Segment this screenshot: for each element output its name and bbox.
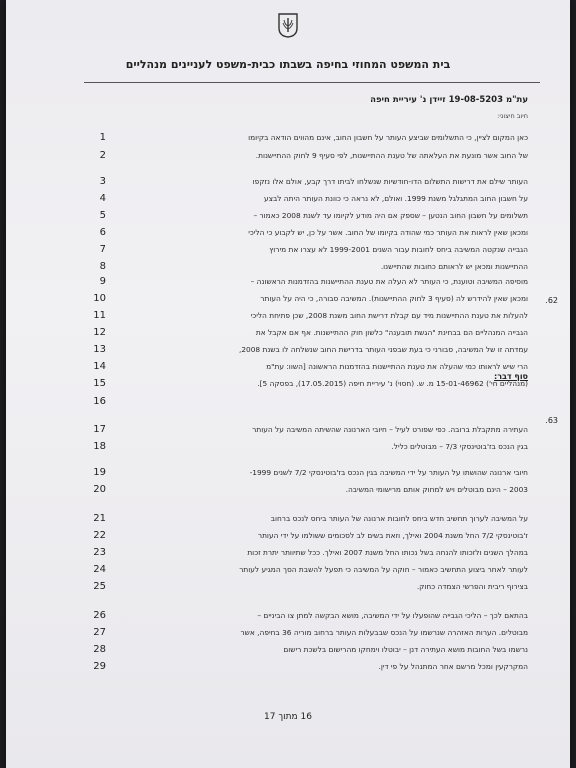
line-number: 29 [93, 661, 106, 672]
text-line: ההתיישנות ומכאן יש לראותם כחובות שהתיישנו. [380, 262, 528, 271]
line-number: 21 [93, 513, 106, 524]
line-number: 17 [93, 424, 106, 435]
text-line: הגבייה המנהליים הם בבחינת "הגשת תובענה" כלשון חוק ההתיישנות. אף אם אקבל את [255, 328, 528, 337]
text-line: ומכאן שאין לראות את העותר כמי שהודה בקיומו של החוב. אשר על כן, יש לקבוע כי הליכי [248, 228, 528, 237]
line-number: 1 [99, 132, 106, 143]
text-line: הגבייה שנקטה המשיבה ביחס לחובות עבור השנים 1999-2001 לא עצרו את מירוץ [269, 245, 528, 254]
line-number: 18 [93, 441, 106, 452]
sub-note: חיוב חיצוני: [497, 112, 528, 120]
paragraph-number: 62. [545, 296, 558, 305]
text-line: מוסיפה המשיבה וטוענת, כי העותר לא העלה את טענת ההתיישנות בהזדמנות הראשונה – [250, 277, 528, 286]
text-line: בגין הנכס בז'בוטינסקי 7/3 – מבוטלים כליל. [391, 442, 528, 451]
text-line: תשלומים על חשבון החוב הנטען – שספק אם היה מודע לקיומו עד לשנת 2008 כאמור – [253, 211, 528, 220]
text-line: ז'בוטינסקי 7/2 החל משנת 2004 ואילך, וזאת בשים לב לסכומים ששולמו על ידי העותר [257, 531, 528, 540]
case-reference: עת"מ 19-08-5203 זיידן נ' עיריית חיפה [370, 95, 528, 105]
line-number: 9 [99, 276, 106, 287]
line-number: 10 [93, 293, 106, 304]
text-line: ומכאן שאין להידרש לה (סעיף 3 לחוק ההתיישנות). המשיבה סבורה, כי היה על העותר [260, 294, 528, 303]
line-number: 12 [93, 327, 106, 338]
text-line: לעותר לאחר ביצוע התחשיב כאמור – חוקה על המשיבה כי תפעל להשבת הסך המגיע לעותר [239, 565, 528, 574]
text-line: עמדתה זו של המשיבה, סבורני כי בעת שבפני העותר בדרישת החוב שנשלחה לו בשנת 2008, [238, 345, 528, 354]
line-number: 2 [99, 150, 106, 161]
line-number: 24 [93, 564, 106, 575]
text-line: מבוטלים. הערות האזהרה שנרשמו על הנכס שבבעלות העותר ברחוב מוריה 36 בחיפה, אשר [240, 628, 528, 637]
text-line: בצירוף ריבית והפרשי הצמדה כחוק. [416, 582, 528, 591]
line-number: 20 [93, 484, 106, 495]
line-number: 28 [93, 644, 106, 655]
text-line: של החוב אשר מונעת את העלאתה של טענת ההתיישנות, לפי סעיף 9 לחוק ההתיישנות. [255, 151, 528, 160]
line-number: 19 [93, 467, 106, 478]
text-line: (מנהליים חי') 15-01-46962 מ. ש. (חסוי) נ' עיריית חיפה (17.05.2015), בפסקה 5]. [257, 379, 528, 388]
line-number: 5 [99, 210, 106, 221]
text-line: בהתאם לכך – הליכי הגבייה שהופעלו על ידי המשיבה, מושא הבקשה למתן צו הביניים – [257, 611, 528, 620]
paragraph-number: 63. [545, 416, 558, 425]
line-number: 6 [99, 227, 106, 238]
line-number: 7 [99, 244, 106, 255]
page-number: 16 מתוך 17 [264, 712, 312, 722]
text-line: הרי שיש לראותו כמי שהעלה את טענת ההתיישנות בהזדמנות הראשונה [השוו: עת"מ [266, 362, 528, 371]
court-title: בית המשפט המחוזי בחיפה בשבתו כבית-משפט לעניינים מנהליים [125, 58, 451, 71]
text-line: חיובי ארנונה שהושתו על העותר על ידי המשיבה בגין הנכס בז'בוטינסקי 7/2 לשנים 1999- [249, 468, 528, 477]
line-number: 26 [93, 610, 106, 621]
line-number: 23 [93, 547, 106, 558]
text-line: העתירה מתקבלת ברובה. כפי שפורט לעיל – חיובי הארנונה שהשיתה המשיבה על העותר [252, 425, 528, 434]
text-line: על חשבון החוב המתגלגל משנת 1999. ואולם, לא נראה כי כוונת העותר היתה לבצע [263, 194, 528, 203]
line-number: 4 [99, 193, 106, 204]
text-line: 2003 – הינם מבוטלים ויש למחוק אותם מרישומי המשיבה. [345, 485, 528, 494]
state-emblem-icon [277, 12, 299, 38]
document-page [6, 0, 570, 768]
line-number: 22 [93, 530, 106, 541]
line-number: 16 [93, 396, 106, 407]
line-number: 11 [93, 310, 106, 321]
text-line: נרשמו בשל החובות מושא העתירה דנן – יבוטלו וימחקו מהרישום בלשכת רישום [283, 645, 528, 654]
line-number: 15 [93, 378, 106, 389]
text-line: המקרקעין ומכל מרשם אחר המתנהל על פי דין. [378, 662, 528, 671]
header-divider [84, 82, 540, 83]
line-number: 13 [93, 344, 106, 355]
text-line: במהלך השנים ולזכותו להנחה בשל נכותו החל משנת 2007 ואילך. ככל שתיוותר יתרת זכות [247, 548, 528, 557]
section-title: סוף דבר: [494, 372, 528, 381]
line-number: 8 [99, 261, 106, 272]
line-number: 25 [93, 581, 106, 592]
line-number: 3 [99, 176, 106, 187]
text-line: העותר שילם את דרישות התשלום הדו-חודשיות שנשלחו לביתו דרך קבע, אולם אלו נזקפו [252, 177, 528, 186]
line-number: 27 [93, 627, 106, 638]
text-line: על המשיבה לערוך תחשיב חדש ביחס לחובות ארנונה של העותר ביחס לנכס ברחוב [270, 514, 528, 523]
text-line: להעלות את טענת ההתיישנות מיד עם קבלת דרישת החוב משנת 2008, שכן פתיחת הליכי [250, 311, 528, 320]
line-number: 14 [93, 361, 106, 372]
text-line: כאן המקום לציין, כי התשלומים שביצע העותר על חשבון החוב, אינם מהווים הודאה בקיומו [248, 133, 528, 142]
